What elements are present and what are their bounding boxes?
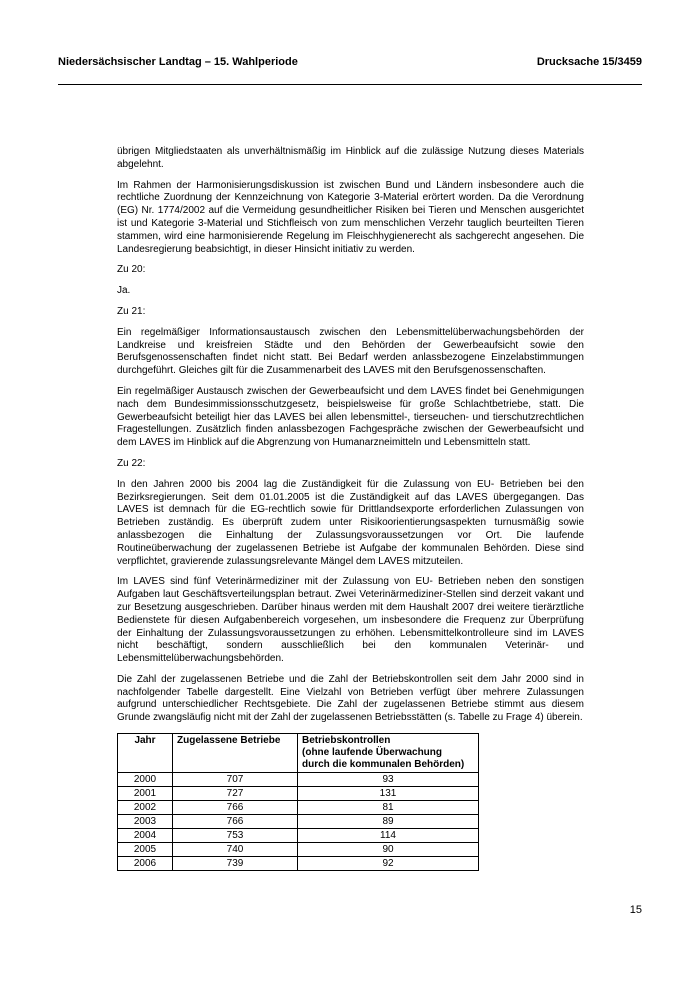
header-controls-line: (ohne laufende Überwachung: [302, 747, 443, 759]
table-row: [118, 829, 479, 843]
table-row: [118, 787, 479, 801]
header-year: Jahr: [118, 734, 173, 773]
cell-year: 2001: [118, 787, 173, 801]
paragraph: Ja.: [117, 285, 131, 297]
cell-controls: 93: [298, 773, 479, 787]
paragraph: Im Rahmen der Harmonisierungsdiskussion ist zwischen Bund und Ländern insbesondere auch die rechtliche Zuordnung der Kennzeichnung von Kategorie 3-Material erörtert worden. Da die Verordnung (EG) Nr. 1774/2002 auf die Vermeidung gesundheitlicher Risiken bei Tieren und Menschen ausgerichtet ist und Kategorie 3-Material und Stichfleisch von zum menschlichen Verzehr tauglich beurteilten Tieren stammen, wird eine harmonisierende Regelung im Fleischhygienerecht als sachgerecht angesehen. Die Landesregierung beabsichtigt, in dieser Hinsicht initiativ zu werden.: [117, 179, 584, 255]
paragraph: übrigen Mitgliedstaaten als unverhältnismäßig im Hinblick auf die zulässige Nutzung dieses Materials abgelehnt.: [117, 146, 584, 170]
section-heading: Zu 22:: [117, 457, 146, 469]
header-approved: Zugelassene Betriebe: [173, 734, 298, 773]
cell-controls: 92: [298, 857, 479, 871]
paragraph: Ein regelmäßiger Austausch zwischen der Gewerbeaufsicht und dem LAVES findet bei Genehmigungen nach dem Bundesimmissionsschutzgesetz, beispielsweise für große Schlachtbetriebe, statt. Die Gewerbeaufsicht beteiligt hier das LAVES bei allen lebensmittel-, tierseuchen- und tierschutzrechtlichen Fragestellungen. Zusätzlich finden anlassbezogen Fachgespräche zwischen der Gewerbeaufsicht und dem LAVES im Hinblick auf die Abgrenzung von Humanarzneimitteln und Lebensmitteln statt.: [117, 385, 584, 449]
cell-year: 2003: [118, 815, 173, 829]
cell-approved: 739: [173, 857, 298, 871]
cell-year: 2005: [118, 843, 173, 857]
cell-controls: 90: [298, 843, 479, 857]
table-row: [118, 815, 479, 829]
header-controls: [298, 734, 479, 773]
table-row: [118, 843, 479, 857]
cell-year: 2006: [118, 857, 173, 871]
cell-controls: 114: [298, 829, 479, 843]
cell-year: 2000: [118, 773, 173, 787]
cell-approved: 766: [173, 801, 298, 815]
paragraph: Ein regelmäßiger Informationsaustausch zwischen den Lebensmittelüberwachungsbehörden der Landkreise und kreisfreien Städte und den Behörden der Gewerbeaufsicht sowie den Berufsgenossenschaften findet nicht statt. Bei Bedarf werden anlassbezogene Einzelabstimmungen durchgeführt. Gleiches gilt für die Zusammenarbeit des LAVES mit den Berufsgenossenschaften.: [117, 326, 584, 377]
cell-approved: 766: [173, 815, 298, 829]
header-document-number: Drucksache 15/3459: [536, 56, 642, 68]
header-controls-line: Betriebskontrollen: [302, 735, 391, 747]
paragraph: In den Jahren 2000 bis 2004 lag die Zuständigkeit für die Zulassung von EU- Betrieben bei den Bezirksregierungen. Seit dem 01.01.2005 ist die Zuständigkeit auf das LAVES übergegangen. Das LAVES ist demnach für die EG-rechtlich sowie für Drittlandsexporte erforderlichen Zulassungen von Betrieben zuständig. Es überprüft zudem unter Risikoorientierungsaspekten turnusmäßig sowie anlassbezogen die Einhaltung der Zulassungsvoraussetzungen vor Ort. Die laufende Routineüberwachung der zugelassenen Betriebe ist Aufgabe der kommunalen Behörden. Diese sind verpflichtet, gravierende zulassungsrelevante Mängel dem LAVES mitzuteilen.: [117, 478, 584, 567]
section-heading: Zu 20:: [117, 264, 146, 276]
cell-approved: 727: [173, 787, 298, 801]
cell-year: 2002: [118, 801, 173, 815]
cell-approved: 740: [173, 843, 298, 857]
table-row: [118, 773, 479, 787]
table-row: [118, 801, 479, 815]
header-rule: [58, 84, 642, 85]
cell-controls: 81: [298, 801, 479, 815]
section-heading: Zu 21:: [117, 305, 146, 317]
page-header: [58, 56, 642, 72]
table-row: [118, 857, 479, 871]
paragraph: Im LAVES sind fünf Veterinärmediziner mit der Zulassung von EU- Betrieben neben den sonstigen Aufgaben laut Geschäftsverteilungsplan betraut. Zwei Veterinärmediziner-Stellen sind derzeit vakant und zur Besetzung ausgeschrieben. Darüber hinaus werden mit dem Haushalt 2007 drei weitere tierärztliche Bedienstete für diesen Aufgabenbereich vorgesehen, um insbesondere die Frequenz zur Überprüfung der Einhaltung der Zulassungsvoraussetzungen zu erhöhen. Lebensmittelkontrolleure sind im LAVES nicht beschäftigt, sondern ausschließlich bei den kommunalen Veterinär- und Lebensmittelüberwachungsbehörden.: [117, 576, 584, 665]
header-controls-line: durch die kommunalen Behörden): [302, 759, 465, 771]
cell-controls: 131: [298, 787, 479, 801]
document-body: [117, 146, 584, 871]
cell-approved: 707: [173, 773, 298, 787]
data-table: [117, 733, 479, 871]
cell-year: 2004: [118, 829, 173, 843]
cell-approved: 753: [173, 829, 298, 843]
cell-controls: 89: [298, 815, 479, 829]
paragraph: Die Zahl der zugelassenen Betriebe und die Zahl der Betriebskontrollen seit dem Jahr 2000 sind in nachfolgender Tabelle dargestellt. Eine Vielzahl von Betrieben verfügt über mehrere Zulassungen aufgrund unterschiedlicher Rechtsgebiete. Die Zahl der zugelassenen Betriebe stimmt aus diesem Grunde zwangsläufig nicht mit der Zahl der zugelassenen Betriebsstätten (s. Tabelle zu Frage 4) überein.: [117, 673, 584, 724]
header-title: Niedersächsischer Landtag – 15. Wahlperiode: [58, 56, 298, 68]
table-header-row: [118, 734, 479, 773]
page-number: 15: [629, 904, 642, 916]
